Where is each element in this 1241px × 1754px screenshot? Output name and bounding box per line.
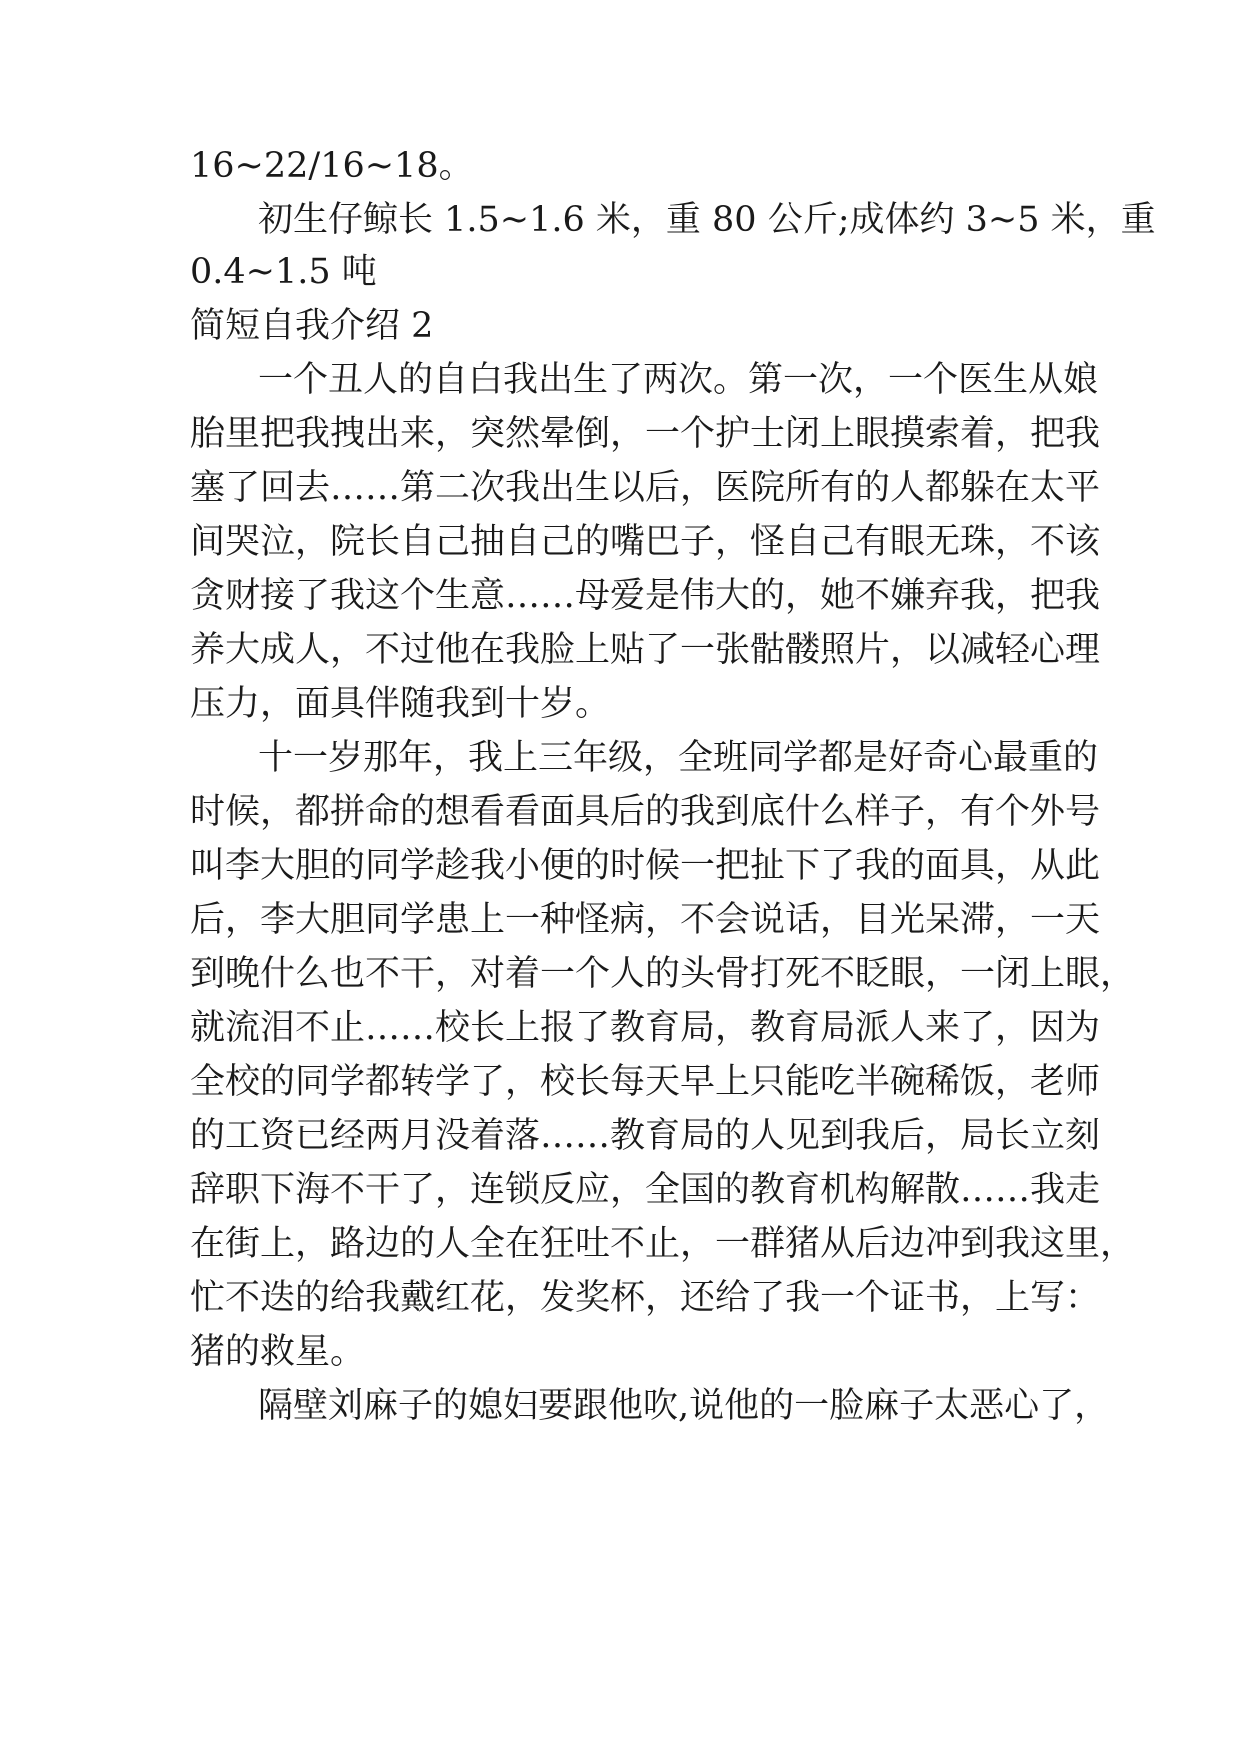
section-heading: 简短自我介绍 2 (190, 306, 434, 346)
text-line: 的工资已经两月没着落……教育局的人见到我后，局长立刻 (190, 1116, 1101, 1156)
text-line: 猪的救星。 (190, 1332, 366, 1372)
text-line: 养大成人，不过他在我脸上贴了一张骷髅照片，以减轻心理 (190, 630, 1101, 670)
text-line: 忙不迭的给我戴红花，发奖杯，还给了我一个证书，上写： (190, 1278, 1101, 1318)
text-line: 在街上，路边的人全在狂吐不止，一群猪从后边冲到我这里， (190, 1224, 1136, 1264)
text-line: 一个丑人的自白我出生了两次。第一次，一个医生从娘 (258, 360, 1099, 400)
text-line: 十一岁那年，我上三年级，全班同学都是好奇心最重的 (258, 738, 1099, 778)
text-line: 全校的同学都转学了，校长每天早上只能吃半碗稀饭，老师 (190, 1062, 1101, 1102)
text-line: 初生仔鲸长 1.5~1.6 米，重 80 公斤;成体约 3~5 米，重 (258, 200, 1156, 240)
text-line: 0.4~1.5 吨 (190, 252, 377, 292)
text-line: 塞了回去……第二次我出生以后，医院所有的人都躲在太平 (190, 468, 1101, 508)
text-line: 贪财接了我这个生意……母爱是伟大的，她不嫌弃我，把我 (190, 576, 1101, 616)
text-line: 叫李大胆的同学趁我小便的时候一把扯下了我的面具，从此 (190, 846, 1101, 886)
text-line: 胎里把我拽出来，突然晕倒，一个护士闭上眼摸索着，把我 (190, 414, 1101, 454)
text-line: 就流泪不止……校长上报了教育局，教育局派人来了，因为 (190, 1008, 1101, 1048)
text-line: 到晚什么也不干，对着一个人的头骨打死不眨眼，一闭上眼， (190, 954, 1136, 994)
text-line: 压力，面具伴随我到十岁。 (190, 684, 611, 724)
text-line: 16~22/16~18。 (190, 146, 474, 186)
text-line: 时候，都拼命的想看看面具后的我到底什么样子，有个外号 (190, 792, 1101, 832)
text-line: 隔壁刘麻子的媳妇要跟他吹,说他的一脸麻子太恶心了， (258, 1386, 1110, 1426)
text-line: 后，李大胆同学患上一种怪病，不会说话，目光呆滞，一天 (190, 900, 1101, 940)
text-line: 间哭泣，院长自己抽自己的嘴巴子，怪自己有眼无珠，不该 (190, 522, 1101, 562)
text-line: 辞职下海不干了，连锁反应，全国的教育机构解散……我走 (190, 1170, 1101, 1210)
